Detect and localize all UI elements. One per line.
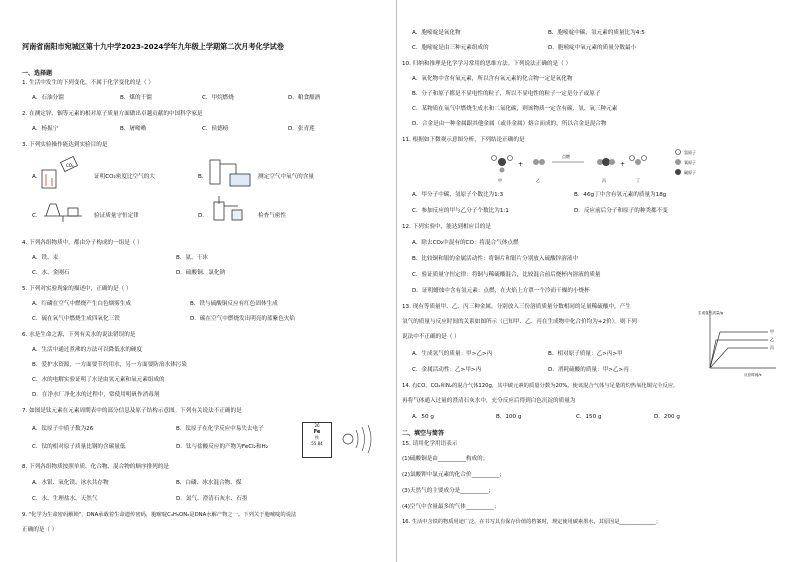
q4-option-a[interactable]: A．铁、汞	[32, 255, 59, 261]
q3-option-d[interactable]: D.	[198, 213, 205, 219]
q8-option-a[interactable]: A．水银、氧化镁、冰水共存物	[32, 480, 109, 486]
q6-option-b[interactable]: B．爱护水资源，一方面要节约用水，另一方面要防治水体污染	[32, 362, 187, 368]
q4-option-b[interactable]: B．氨、干冰	[176, 255, 208, 261]
q7-option-c[interactable]: C．钛的相对原子质量比钢的含碳量低	[32, 444, 126, 450]
q5-option-d[interactable]: D．碳在空气中燃烧发出明亮的蓝紫色火焰	[190, 316, 295, 322]
q14-stem-line2: 再将气体通入过量的澄清石灰水中，充分反应后得到白色沉淀的质量为	[402, 398, 576, 404]
q5-stem: 5. 下列对实验现象的描述中，正确的是（ ）	[22, 286, 132, 292]
graph-x-label: 反应时间/s	[744, 373, 762, 377]
q1-option-d[interactable]: D．粮食酿酒	[288, 95, 321, 101]
q2-option-a[interactable]: A．杨振宁	[32, 126, 59, 132]
q6-option-c[interactable]: C．水的电解实验证明了水是由氢元素和氧元素组成的	[32, 377, 165, 383]
q6-stem: 6. 水是生命之源，下列有关水的说法错误的是	[22, 332, 136, 338]
q11-option-d[interactable]: D．反应前后分子和原子的种类都不变	[574, 208, 668, 214]
atomic-mass: 55.84	[311, 441, 323, 446]
left-page	[0, 0, 396, 562]
q13-option-b[interactable]: B．相对原子质量：乙>丙>甲	[548, 351, 623, 357]
q10-option-b[interactable]: B．分子和原子都是不显电性的粒子，所以不显电性的粒子一定是分子或原子	[412, 91, 601, 97]
element-name: 铁	[315, 435, 319, 440]
label-a: 甲	[498, 178, 502, 183]
q4-option-c[interactable]: C．水、金刚石	[32, 270, 70, 276]
hydrogen-time-graph	[698, 306, 780, 378]
q9-option-d[interactable]: D．胞嘧啶中氧元素的质量分数最小	[548, 45, 637, 51]
q13-stem-line3: 说法中不正确的是（ ）	[402, 334, 460, 340]
q5-option-c[interactable]: C．硫在氧气中燃烧生成四氧化三铁	[32, 316, 120, 322]
q15-sub1[interactable]: (1)硫酸铜是由__________构成的；	[402, 456, 489, 462]
q6-option-a[interactable]: A．生活中通过煮沸的方法可以降低水的硬度	[32, 347, 143, 353]
reactant-a-molecule	[492, 156, 513, 173]
q5-option-b[interactable]: B．铁与硫酸铜反应有红色固体生成	[190, 301, 278, 307]
curve-bing	[710, 348, 768, 368]
legend-hydrogen: 氢原子	[684, 150, 696, 155]
q3-option-b[interactable]: B.	[198, 174, 204, 180]
column-divider	[396, 0, 397, 562]
q3-option-c[interactable]: C.	[32, 213, 38, 219]
q11-option-b[interactable]: B．46g丁中含有氢元素的质量为18g	[574, 192, 667, 198]
q8-stem: 8. 下列各组物质按照单质、化合物、混合物的顺序排列的是	[22, 464, 169, 470]
exam-title: 河南省南阳市宛城区第十九中学2023-2024学年九年级上学期第二次月考化学试卷	[22, 42, 284, 51]
section-choice-heading: 一、选择题	[22, 70, 53, 77]
atomic-number: 26	[314, 423, 320, 428]
q3-option-b-desc: 测定空气中氧气的含量	[258, 174, 314, 180]
legend-carbon: 碳原子	[684, 170, 696, 175]
molecular-reaction-diagram	[478, 146, 778, 186]
q9-option-c[interactable]: C．胞嘧啶是由三种元素组成的	[412, 45, 489, 51]
q3-option-d-desc: 检查气密性	[258, 213, 286, 219]
periodic-table-cell	[302, 422, 332, 458]
airtightness-apparatus-image	[206, 194, 246, 224]
q1-option-a[interactable]: A．石油分馏	[32, 95, 64, 101]
curve-jia	[710, 332, 768, 368]
product-c-molecule	[597, 158, 615, 166]
q10-option-d[interactable]: D．合金是由一种金属跟其他金属（或非金属）熔合而成的，所以合金是混合物	[412, 121, 607, 127]
q3-option-a-desc: 证明CO₂密度比空气的大	[94, 174, 155, 180]
legend	[675, 149, 696, 175]
q11-option-a[interactable]: A．甲分子中碳、氢原子个数比为1:3	[412, 192, 504, 198]
q7-option-b[interactable]: B．钛原子在化学反应中易失去电子	[176, 426, 264, 432]
q10-option-a[interactable]: A．氧化物中含有氧元素，所以含有氧元素的化合物一定是氧化物	[412, 76, 573, 82]
q13-option-a[interactable]: A．生成氢气的质量：甲>乙>丙	[412, 351, 493, 357]
element-symbol: Fe	[313, 429, 321, 435]
q9-option-a[interactable]: A．胞嘧啶是氧化物	[412, 30, 461, 36]
q12-option-d[interactable]: D．证明蜡烛中含有氢元素：点燃，在火焰上方罩一个冷而干燥的小烧杯	[412, 288, 590, 294]
q12-option-b[interactable]: B．比较铜和银的金属活动性：将铜片和银片分别放入硫酸锌溶液中	[412, 256, 579, 262]
co2-pour-apparatus-image	[40, 156, 88, 190]
svg-text:+: +	[518, 161, 524, 168]
q8-option-c[interactable]: C．水、生理盐水、天然气	[32, 496, 98, 502]
q15-sub4[interactable]: (4)空气中含量最多的气体__________；	[402, 504, 500, 510]
q9-stem-cont: 正确的是（ ）	[22, 527, 58, 533]
q14-option-b[interactable]: B．100 g	[496, 414, 522, 420]
q6-option-d[interactable]: D．在净水厂净化水的过程中，常使用明矾作消毒剂	[32, 392, 160, 398]
q11-stem: 11. 根据如下微观示意图分析，下列结论正确的是	[402, 137, 525, 143]
q13-option-d[interactable]: D．消耗硫酸的质量：甲>乙>丙	[548, 367, 629, 373]
curve-yi	[710, 340, 768, 368]
q8-option-d[interactable]: D．氮气、澄清石灰水、石墨	[176, 496, 248, 502]
q9-option-b[interactable]: B．胞嘧啶中碳、氢元素的质量比为4:5	[548, 30, 645, 36]
q12-stem: 12. 下列实验中，能达到相应目的是	[402, 224, 491, 230]
q4-stem: 4. 下列各组物质中，都由分子构成的一组是（ ）	[22, 240, 143, 246]
q5-option-a[interactable]: A．红磷在空气中燃烧产生白色烟雾生成	[32, 301, 131, 307]
q13-option-c[interactable]: C．金属活动性：乙>甲>丙	[412, 367, 482, 373]
q7-option-a[interactable]: A．钛原子中质子数为26	[32, 426, 94, 432]
q10-stem: 10. 归纳和推理是化学学习常用的思维方法。下列说法正确的是（ ）	[402, 61, 572, 67]
atomic-structure-diagram	[338, 422, 378, 456]
q7-option-d[interactable]: D．钛与盐酸反应的产物为FeCl₂和H₂	[176, 444, 268, 450]
q14-option-c[interactable]: C．150 g	[576, 414, 602, 420]
q3-stem: 3. 下列实验操作能达到实验目的是	[22, 142, 108, 148]
label-c: 丙	[602, 178, 606, 183]
q15-stem: 15. 请用化学用语表示	[402, 441, 458, 447]
q12-option-a[interactable]: A．除去CO₂中混有的CO：将混合气体点燃	[412, 240, 519, 246]
label-b: 乙	[536, 178, 540, 183]
reaction-condition: 点燃	[562, 154, 570, 159]
q7-stem: 7. 如图是钛元素在元素周期表中的部分信息及原子结构示意图。下列有关说法不正确的是	[22, 408, 242, 414]
q2-option-c[interactable]: C．侯德榜	[202, 126, 229, 132]
q11-option-c[interactable]: C．参加反应的甲与乙分子个数比为1:1	[412, 208, 509, 214]
q3-option-a[interactable]: A.	[32, 174, 38, 180]
q14-stem-line1: 14. 有CO、CO₂和N₂的混合气体120g，其中碳元素的质量分数为20%。使该混合气体与足量的灼热氧化铜完全反应，	[402, 383, 679, 389]
series-bing-label: 丙	[770, 345, 774, 350]
oxygen-content-apparatus-image	[206, 152, 254, 190]
svg-text:+: +	[620, 161, 626, 168]
q1-option-b[interactable]: B．煤的干馏	[120, 95, 152, 101]
q15-sub3[interactable]: (3)天然气的主要成分是__________；	[402, 488, 494, 494]
q1-option-c[interactable]: C．甲烷燃烧	[202, 95, 234, 101]
series-yi-label: 乙	[770, 337, 774, 342]
co2-cylinder-label: CO₂	[66, 163, 74, 168]
q16-stem[interactable]: 16. 生活中含铁的物质用途广泛，在书写具有保存价值的档案时，规定使用碳素墨水，其原因是______________；	[402, 519, 661, 525]
q10-option-c[interactable]: C．某物质在氧气中燃烧生成水和二氧化碳，则该物质一定含有碳、氢、氧三种元素	[412, 106, 618, 112]
series-jia-label: 甲	[770, 329, 774, 334]
legend-oxygen: 氧原子	[684, 160, 696, 165]
section-fill-heading: 二、填空与简答	[402, 430, 445, 437]
q8-option-b[interactable]: B．白磷、冰水混合物、煤	[176, 480, 242, 486]
q14-option-a[interactable]: A．50 g	[412, 414, 434, 420]
q1-stem: 1. 生活中发生的下列变化，不属于化学变化的是（ ）	[22, 80, 154, 86]
q13-stem-line1: 13. 现有等质量甲、乙、丙三种金属，分别放入三份溶质质量分数相同的足量稀硫酸中，产生	[402, 304, 631, 310]
product-d-molecule	[630, 156, 647, 166]
q14-option-d[interactable]: D．200 g	[654, 414, 680, 420]
balance-apparatus-image	[38, 194, 88, 224]
right-page	[398, 0, 794, 562]
q13-stem-line2: 氢气的质量与反应时间的关系如图所示（已知甲、乙、丙在生成物中化合价均为+2价）。则下列	[402, 319, 637, 325]
q9-stem: 9. "化学为生命密码解锁"，DNA承载着生命遗传密码，胞嘧啶C₄H₅ON₃是DNA水解产物之一。下列关于胞嘧啶的说法	[22, 512, 297, 518]
q12-option-c[interactable]: C．验证质量守恒定律：将铜与稀硫酸混合，比较混合前后烧杯内溶液的质量	[412, 272, 601, 278]
q2-option-d[interactable]: D．张青莲	[288, 126, 315, 132]
q4-option-d[interactable]: D．硫酸铜、氯化钠	[176, 270, 226, 276]
label-d: 丁	[636, 178, 640, 183]
q2-stem: 2. 在测定锌、铟等元素的相对原子质量方面做出卓越贡献的中国科学家是	[22, 111, 203, 117]
q3-option-c-desc: 验证质量守恒定律	[94, 213, 139, 219]
q2-option-b[interactable]: B．屠呦呦	[120, 126, 147, 132]
reactant-b-molecule	[533, 159, 545, 165]
q15-sub2[interactable]: (2)氯酸钾中氯元素的化合价__________；	[402, 472, 506, 478]
graph-y-label: 生成氢气质量/g	[698, 311, 724, 315]
